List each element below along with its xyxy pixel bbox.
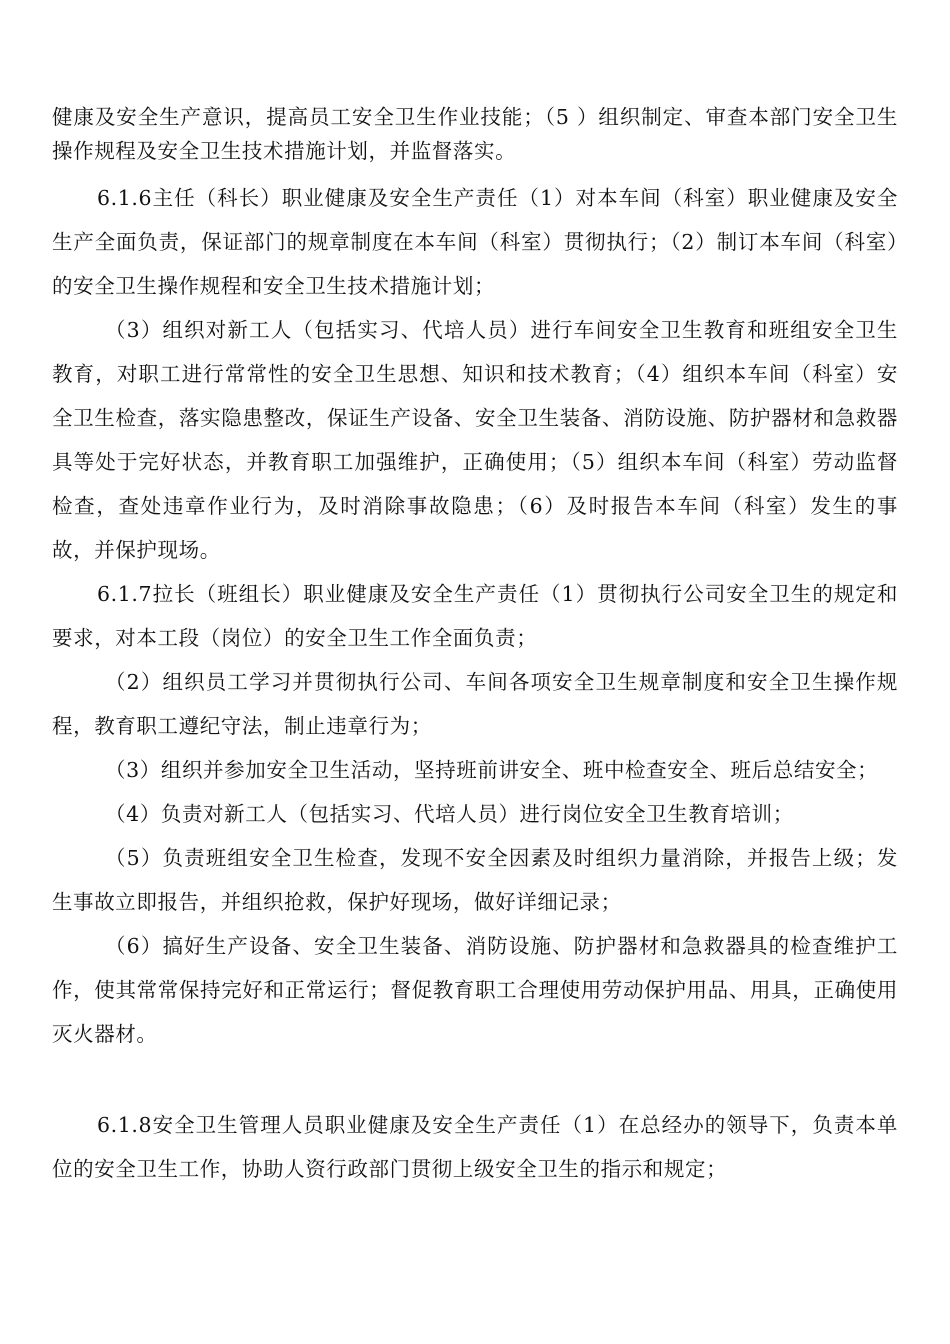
paragraph-6-1-8: 6.1.8安全卫生管理人员职业健康及安全生产责任（1）在总经办的领导下，负责本单位的安全卫生工作，协助人资行政部门贯彻上级安全卫生的指示和规定； [52, 1113, 898, 1181]
paragraph-6-1-6-items: （3）组织对新工人（包括实习、代培人员）进行车间安全卫生教育和班组安全卫生教育，对职工进行常常性的安全卫生思想、知识和技术教育；（4）组织本车间（科室）安全卫生检查，落实隐患整改，保证生产设备、安全卫生装备、消防设施、防护器材和急救器具等处于完好状态，并教育职工加强维护，正确使用；（5）组织本车间（科室）劳动监督检查，查处违章作业行为，及时消除事故隐患；（6）及时报告本车间（科室）发生的事故，并保护现场。 [52, 318, 898, 562]
paragraph-continuation: 健康及安全生产意识，提高员工安全卫生作业技能；（5 ）组织制定、审查本部门安全卫生操作规程及安全卫生技术措施计划，并监督落实。 [52, 105, 898, 163]
paragraph-6-1-7-item-5: （5）负责班组安全卫生检查，发现不安全因素及时组织力量消除，并报告上级；发生事故立即报告，并组织抢救，保护好现场，做好详细记录； [52, 846, 898, 914]
document-page [52, 100, 898, 1191]
paragraph-6-1-7-item-4: （4）负责对新工人（包括实习、代培人员）进行岗位安全卫生教育培训； [105, 802, 794, 826]
paragraph-6-1-7-item-6: （6）搞好生产设备、安全卫生装备、消防设施、防护器材和急救器具的检查维护工作，使其常常保持完好和正常运行；督促教育职工合理使用劳动保护用品、用具，正确使用灭火器材。 [52, 934, 898, 1046]
paragraph-6-1-7-item-2: （2）组织员工学习并贯彻执行公司、车间各项安全卫生规章制度和安全卫生操作规程，教育职工遵纪守法，制止违章行为； [52, 670, 898, 738]
paragraph-6-1-7: 6.1.7拉长（班组长）职业健康及安全生产责任（1）贯彻执行公司安全卫生的规定和要求，对本工段（岗位）的安全卫生工作全面负责； [52, 582, 898, 650]
paragraph-6-1-6: 6.1.6主任（科长）职业健康及安全生产责任（1）对本车间（科室）职业健康及安全生产全面负责，保证部门的规章制度在本车间（科室）贯彻执行；（2）制订本车间（科室）的安全卫生操作规程和安全卫生技术措施计划； [52, 186, 898, 298]
paragraph-6-1-7-item-3: （3）组织并参加安全卫生活动，坚持班前讲安全、班中检查安全、班后总结安全； [105, 758, 879, 782]
